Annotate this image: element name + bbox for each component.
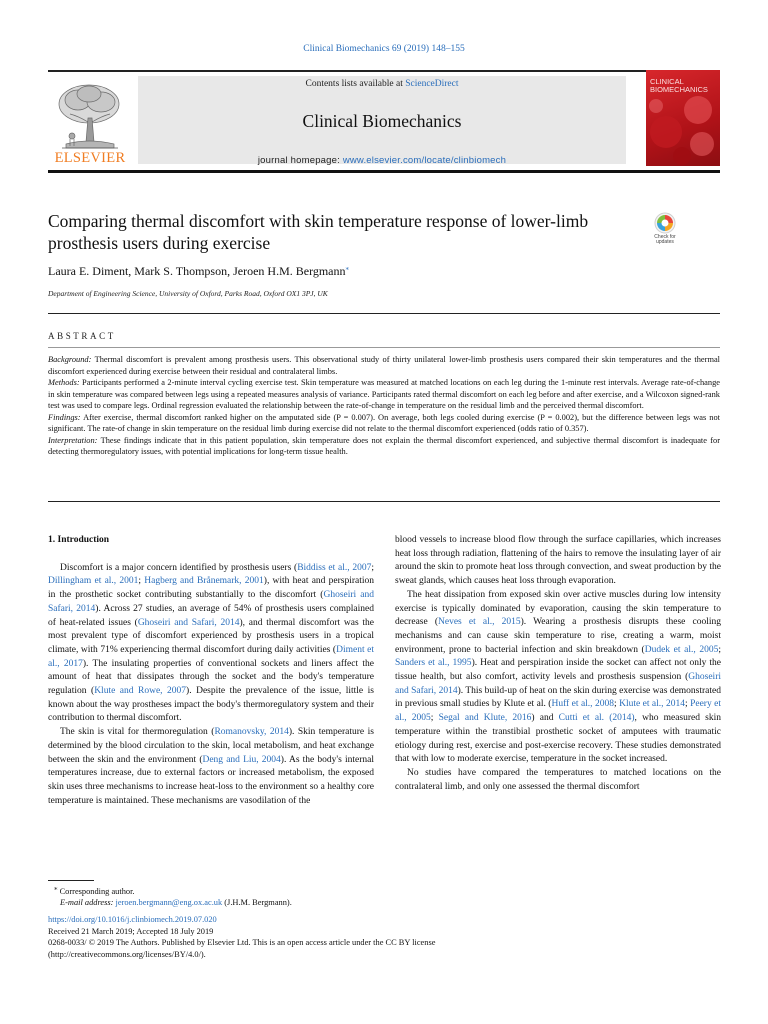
- interpretation-label: Interpretation:: [48, 435, 98, 445]
- author-names: Laura E. Diment, Mark S. Thompson, Jeroen H.M. Bergmann: [48, 264, 346, 278]
- citation-link[interactable]: Peery et al., 2005: [395, 699, 722, 724]
- author-affiliation: Department of Engineering Science, University of Oxford, Parks Road, Oxford OX1 3PJ, UK: [48, 289, 328, 298]
- abstract-methods: [48, 377, 720, 412]
- abstract-interpretation: [48, 435, 720, 458]
- contents-line: [138, 79, 626, 89]
- methods-label: Methods:: [48, 378, 80, 387]
- citation-link[interactable]: Hagberg and Brånemark, 2001: [144, 576, 264, 587]
- abstract-top-rule: [48, 313, 720, 314]
- homepage-prefix: journal homepage:: [257, 155, 343, 166]
- journal-header: [48, 70, 720, 174]
- doi-link[interactable]: https://doi.org/10.1016/j.clinbiomech.2019.07.020: [48, 915, 217, 924]
- cover-title-line1: CLINICAL: [650, 77, 684, 86]
- journal-reference-link[interactable]: Clinical Biomechanics 69 (2019) 148–155: [303, 44, 465, 54]
- citation-link[interactable]: Dillingham et al., 2001: [48, 576, 139, 587]
- elsevier-wordmark: ELSEVIER: [54, 150, 126, 166]
- author-email-link[interactable]: jeroen.bergmann@eng.ox.ac.uk: [115, 898, 223, 908]
- article-dates: Received 21 March 2019; Accepted 18 July 2019: [48, 926, 214, 936]
- intro-paragraph-5: No studies have compared the temperatures to matched locations on the contralateral limb, and only one assessed the thermal discomfort: [395, 767, 721, 792]
- abstract-body: [48, 354, 720, 458]
- license-line-1: 0268-0033/ © 2019 The Authors. Published by Elsevier Ltd. This is an open access article under the CC BY license: [48, 938, 436, 947]
- cover-art-icon: [646, 70, 720, 166]
- methods-text: Participants performed a 2-minute interval cycling exercise test. Skin temperature was measured at matched locations on each leg during the 1-minute rest intervals. Average rate-of-change in skin temperature was compared between legs using a repeated measures analysis of variance. Participants rated thermal discomfort on each leg before and after exercise, and a Wilcoxon signed-rank test was used to compare legs. Ordinal regression evaluated the relationship between the rate-of-change in temperature on the residual limb and the perceived thermal discomfort.: [48, 378, 720, 410]
- cover-title-line2: BIOMECHANICS: [650, 85, 708, 94]
- intro-paragraph-2: The skin is vital for thermoregulation (Romanovsky, 2014). Skin temperature is determined by the blood circulation to the skin, local metabolism, and heat exchange between the skin and the environment (Deng and Liu, 2004). As the body's internal temperatures increase, due to external factors or increased metabolism, the exposed skin uses three mechanisms to increase heat-loss to the environment so a healthy core temperature is maintained. These mechanisms are vasodilation of the: [48, 727, 374, 806]
- interpretation-text: These findings indicate that in this patient population, skin temperature does not explain the thermal discomfort experienced, and subjective thermal discomfort is inadequate for detecting thermoregulatory issues, with potential implications for long-term tissue health.: [48, 435, 720, 456]
- body-column-left: [48, 534, 374, 808]
- citation-link[interactable]: Ghoseiri and Safari, 2014: [137, 617, 240, 628]
- author-list: [48, 264, 349, 279]
- email-note: [48, 897, 720, 909]
- license-line-2: (http://creativecommons.org/licenses/BY/4.0/).: [48, 949, 206, 959]
- background-label: Background:: [48, 355, 92, 364]
- footnotes: [48, 883, 720, 909]
- background-text: Thermal discomfort is prevalent among prosthesis users. This observational study of thirty unilateral lower-limb prosthesis users compared their skin temperatures and the thermal discomfort experienced during exercise between their residual and contralateral limbs.: [48, 355, 720, 376]
- body-column-right: [395, 534, 721, 794]
- citation-link[interactable]: Huff et al., 2008: [551, 699, 614, 710]
- crossmark-icon: [648, 212, 682, 236]
- citation-link[interactable]: Dudek et al., 2005: [644, 644, 719, 655]
- sciencedirect-link[interactable]: ScienceDirect: [405, 79, 459, 89]
- abstract-bottom-rule: [48, 501, 720, 502]
- abstract-heading-rule: [48, 347, 720, 348]
- corresponding-author-note: [48, 883, 720, 897]
- header-bottom-rule: [48, 170, 720, 173]
- intro-paragraph-4: The heat dissipation from exposed skin over active muscles during low intensity exercise is typically dominated by evaporation, causing the skin temperature to decrease (Neves et al., 2015). Wearing a prosthesis disrupts these cooling mechanisms and can cause skin temperature to rise, creating a warm, moist environment, prone to bacterial infection and skin breakdown (Dudek et al., 2005; Sanders et al., 1995). Heat and perspiration inside the socket can affect not only the tissue health, but also comfort, activity levels and prosthesis suspension (Ghoseiri and Safari, 2014). This build-up of heat on the skin during exercise was demonstrated in previous small studies by Klute et al. (Huff et al., 2008; Klute et al., 2014; Peery et al., 2005; Segal and Klute, 2016) and Cutti et al. (2014), who measured skin temperature within the transtibial prosthetic socket of amputees with traumatic etiology during rest, exercise and post-exercise recovery. These studies demonstrated that with low to moderate exercise, temperature in the socket increased.: [395, 589, 722, 765]
- citation-link[interactable]: Ghoseiri and Safari, 2014: [395, 672, 721, 696]
- article-title: Comparing thermal discomfort with skin temperature response of lower-limb prosthesis users during exercise: [48, 211, 589, 253]
- citation-link[interactable]: Diment et al., 2017: [48, 644, 374, 669]
- journal-cover-thumbnail: [646, 70, 720, 166]
- findings-label: Findings:: [48, 412, 81, 422]
- citation-link[interactable]: Klute et al., 2014: [619, 699, 685, 710]
- email-label: E-mail address:: [60, 898, 114, 908]
- footnote-mark: ⁎: [54, 884, 58, 892]
- citation-link[interactable]: Cutti et al. (2014): [558, 713, 635, 724]
- citation-link[interactable]: Biddiss et al., 2007: [297, 562, 372, 573]
- intro-paragraph-3: blood vessels to increase blood flow through the surface capillaries, which increases heat loss through radiation, flattening of the hairs to remove the insulating layer of air around the skin to promote heat loss through convection, and sweat production by the sweat glands, which causes heat loss through evaporation.: [395, 535, 721, 587]
- citation-link[interactable]: Neves et al., 2015: [438, 617, 521, 628]
- publication-info: [48, 914, 720, 960]
- journal-title: Clinical Biomechanics: [302, 111, 462, 131]
- email-suffix: (J.H.M. Bergmann).: [222, 898, 292, 908]
- footnote-rule: [48, 880, 94, 881]
- citation-link[interactable]: Klute and Rowe, 2007: [94, 686, 187, 697]
- abstract-heading: ABSTRACT: [48, 331, 116, 341]
- citation-link[interactable]: Romanovsky, 2014: [214, 727, 289, 738]
- citation-link[interactable]: Segal and Klute, 2016: [438, 713, 532, 724]
- abstract-background: [48, 354, 720, 377]
- citation-link[interactable]: Ghoseiri and Safari, 2014: [48, 590, 374, 614]
- corresponding-text: Corresponding author.: [59, 886, 135, 896]
- check-for-updates-label: Check for updates: [654, 234, 676, 245]
- intro-paragraph-1: Discomfort is a major concern identified by prosthesis users (Biddiss et al., 2007; Dillingham et al., 2001; Hagberg and Brånemark, 2001), with heat and perspiration in the prosthetic socket contributing substantially to the discomfort (Ghoseiri and Safari, 2014). Across 27 studies, an average of 54% of prosthesis users complained of heat-related issues (Ghoseiri and Safari, 2014), and thermal discomfort was the most prevalent type of discomfort experienced by prosthesis users in a tropical climate, with 71% experiencing thermal discomfort during daily activities (Diment et al., 2017). The insulating properties of conventional sockets and liners affect the amount of heat that dissipates through the socket and the body's temperature regulation (Klute and Rowe, 2007). Despite the prevalence of the issue, little is known about the way prostheses impact the body's thermoregulatory system and their contribution to thermal discomfort.: [48, 562, 375, 724]
- citation-link[interactable]: Sanders et al., 1995: [395, 658, 472, 669]
- findings-text: After exercise, thermal discomfort ranked higher on the amputated side (P = 0.007). On average, both legs cooled during exercise (P = 0.002), but the difference between legs was not significant. The rate-of change in skin temperature on the residual limb during exercise did not relate to the thermal discomfort experienced (odds ratio of 0.357).: [48, 412, 720, 433]
- corresponding-author-mark[interactable]: ⁎: [345, 264, 350, 272]
- homepage-line: [138, 155, 626, 166]
- section-heading-introduction: 1. Introduction: [48, 535, 110, 545]
- journal-masthead: [138, 76, 626, 164]
- check-for-updates-button[interactable]: [648, 212, 682, 252]
- header-top-rule: [48, 70, 720, 72]
- contents-prefix: Contents lists available at: [305, 79, 406, 89]
- journal-homepage-link[interactable]: www.elsevier.com/locate/clinbiomech: [342, 155, 507, 166]
- abstract-findings: [48, 412, 720, 435]
- citation-link[interactable]: Deng and Liu, 2004: [202, 754, 281, 765]
